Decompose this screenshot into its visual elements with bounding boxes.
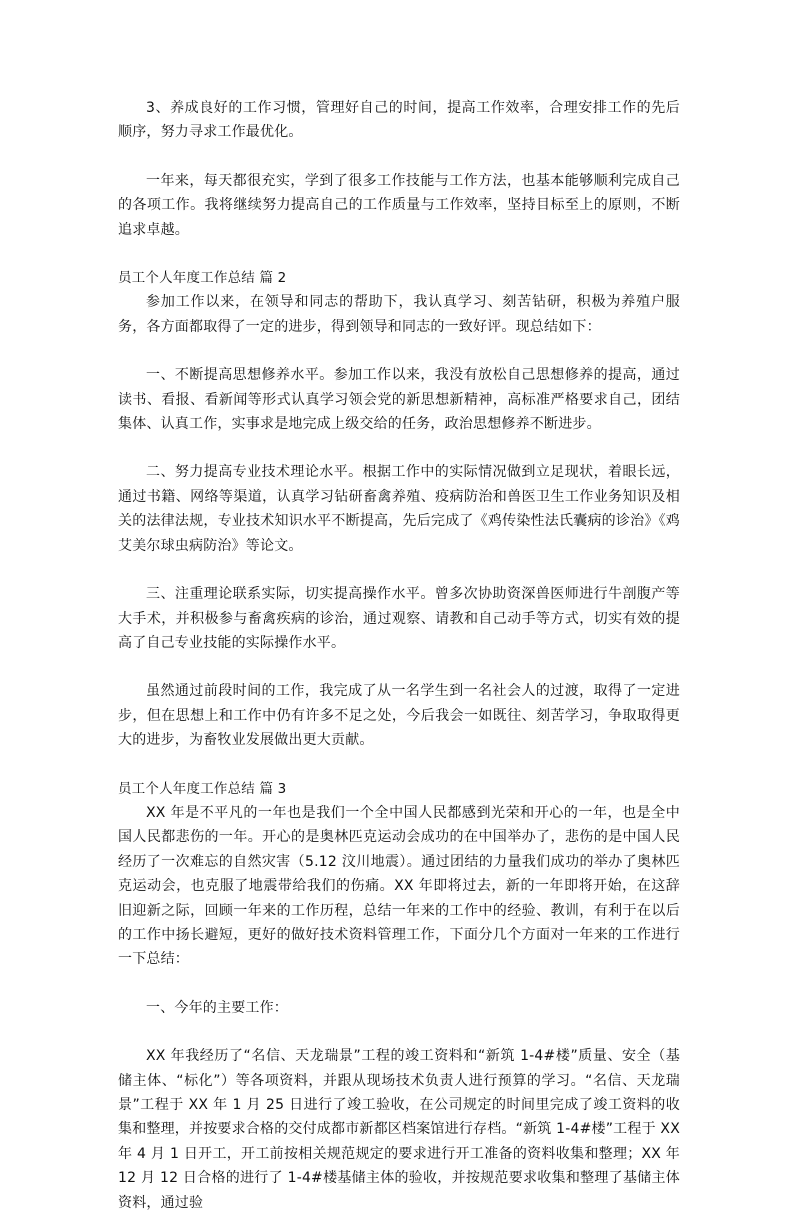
spacer	[118, 972, 680, 996]
section-3-title: 员工个人年度工作总结 篇 3	[118, 780, 287, 797]
spacer	[118, 339, 680, 363]
section-2-conclusion: 虽然通过前段时间的工作，我完成了从一名学生到一名社会人的过渡，取得了一定进步，但在思想上和工作中仍有许多不足之处，今后我会一如既往、刻苦学习，争取取得更大的进步，为畜牧业发展做出更大贡献。	[118, 683, 680, 749]
section-3-main-work: XX 年我经历了“名信、天龙瑞景”工程的竣工资料和“新筑 1-4#楼”质量、安全（基储主体、“标化”）等各项资料，并跟从现场技术负责人进行预算的学习。“名信、天龙瑞景”工程于 XX 年 1 月 25 日进行了竣工验收，在公司规定的时间里完成了竣工资料的收集和整理，并按要求合格的交付成都市新都区档案馆进行存档。“新筑 1-4#楼”工程于 XX 年 4 月 1 日开工，开工前按相关规范规定的要求进行开工准备的资料收集和整理；XX 年 12 月 12 日合格的进行了 1-4#楼基储主体的验收，并按规范要求收集和整理了基储主体资料，通过验	[118, 1048, 680, 1211]
spacer	[118, 242, 680, 266]
document-page	[118, 96, 680, 1215]
section-2-point-3: 三、注重理论联系实际，切实提高操作水平。曾多次协助资深兽医师进行牛剖腹产等大手术，并积极参与畜禽疾病的诊治，通过观察、请教和自己动手等方式，切实有效的提高了自己专业技能的实际操作水平。	[118, 586, 680, 651]
section-3-subheading: 一、今年的主要工作：	[146, 999, 288, 1016]
section-2-point-2: 二、努力提高专业技术理论水平。根据工作中的实际情况做到立足现状，着眼长远，通过书籍、网络等渠道，认真学习钻研畜禽养殖、疫病防治和兽医卫生工作业务知识及相关的法律法规，专业技术知识水平不断提高，先后完成了《鸡传染性法氏囊病的诊治》《鸡艾美尔球虫病防治》等论文。	[118, 464, 680, 554]
section-3-intro: XX 年是不平凡的一年也是我们一个全中国人民都感到光荣和开心的一年，也是全中国人民都悲伤的一年。开心的是奥林匹克运动会成功的在中国举办了，悲伤的是中国人民经历了一次难忘的自然灾害（5.12 汶川地震）。通过团结的力量我们成功的举办了奥林匹克运动会，也克服了地震带给我们的伤痛。XX 年即将过去，新的一年即将开始，在这辞旧迎新之际，回顾一年来的工作历程，总结一年来的工作中的经验、教训，有利于在以后的工作中扬长避短，更好的做好技术资料管理工作，下面分几个方面对一年来的工作进行一下总结：	[118, 804, 680, 968]
spacer	[118, 145, 680, 169]
paragraph-year-summary: 一年来，每天都很充实，学到了很多工作技能与工作方法，也基本能够顺利完成自己的各项工作。我将继续努力提高自己的工作质量与工作效率，坚持目标至上的原则，不断追求卓越。	[118, 172, 680, 238]
spacer	[118, 753, 680, 777]
paragraph-work-habits: 3、养成良好的工作习惯，管理好自己的时间，提高工作效率，合理安排工作的先后顺序，努力寻求工作最优化。	[118, 100, 680, 141]
section-2-title: 员工个人年度工作总结 篇 2	[118, 270, 287, 287]
section-2-intro: 参加工作以来，在领导和同志的帮助下，我认真学习、刻苦钻研，积极为养殖户服务，各方面都取得了一定的进步，得到领导和同志的一致好评。现总结如下：	[118, 294, 680, 335]
spacer	[118, 558, 680, 582]
spacer	[118, 655, 680, 679]
section-2-point-1: 一、不断提高思想修养水平。参加工作以来，我没有放松自己思想修养的提高，通过读书、看报、看新闻等形式认真学习领会党的新思想新精神，高标准严格要求自己，团结集体、认真工作，实事求是地完成上级交给的任务，政治思想修养不断进步。	[118, 367, 680, 433]
spacer	[118, 1020, 680, 1044]
spacer	[118, 436, 680, 460]
